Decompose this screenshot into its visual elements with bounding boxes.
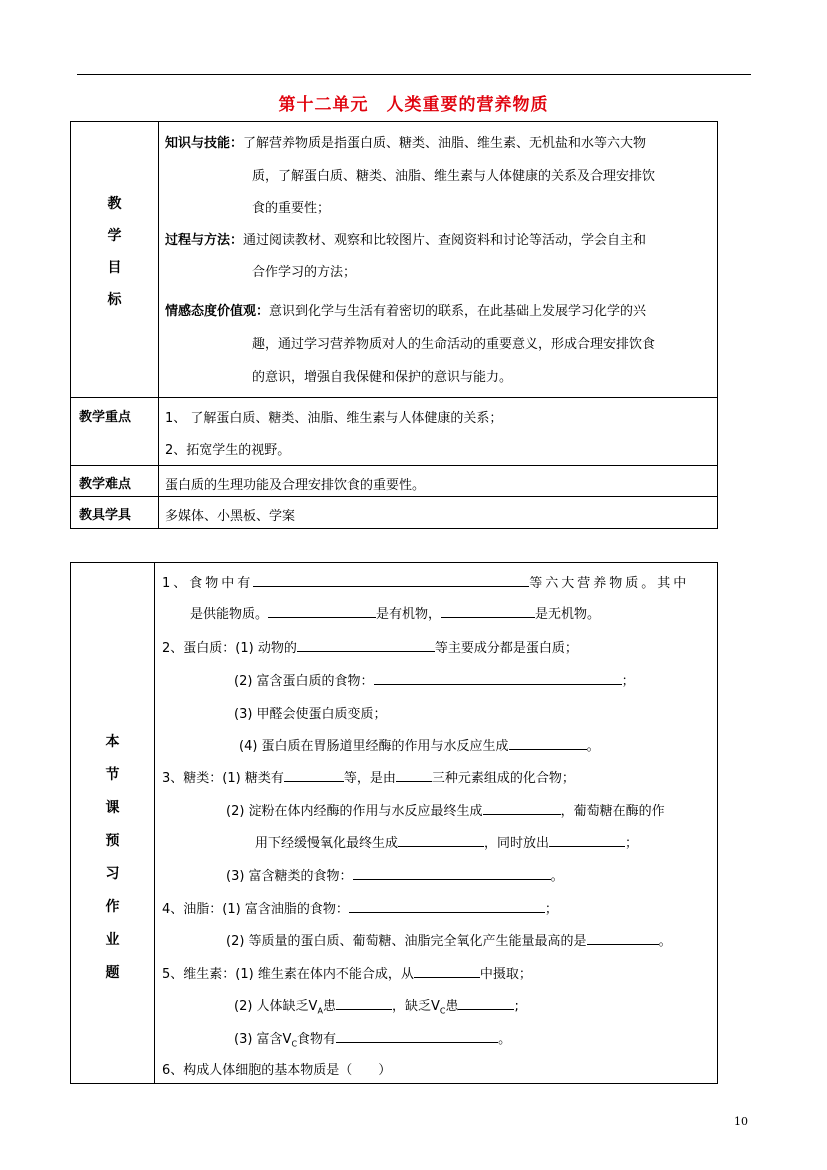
- q5-line-2: (2) 人体缺乏$V_A$患 ，缺乏$V_C$患 ;: [234, 995, 519, 1016]
- page-number: 10: [734, 1115, 748, 1128]
- objectives-table: [70, 121, 718, 529]
- tools-row: [71, 496, 717, 528]
- emotion-line-3: 的意识，增强自我保健和保护的意识与能力。: [252, 370, 513, 385]
- q4-line-1: 4、油脂：(1) 富含油脂的食物： ；: [162, 898, 558, 917]
- page-title: 第十二单元 人类重要的营养物质: [278, 95, 549, 115]
- key-points-row: [71, 397, 717, 465]
- key-points-label: 教学重点: [79, 410, 132, 425]
- tools-label: 教具学具: [79, 508, 132, 523]
- q3-line-3: 用下经缓慢氧化最终生成 ，同时放出 ；: [255, 832, 638, 851]
- tools-text: 多媒体、小黑板、学案: [165, 509, 296, 524]
- knowledge-line-2: 质，了解蛋白质、糖类、油脂、维生素与人体健康的关系及合理安排饮: [252, 169, 656, 184]
- q3-line-4: (3) 富含糖类的食物： 。: [226, 865, 564, 884]
- emotion-line-1: 情感态度价值观：意识到化学与生活有着密切的联系，在此基础上发展学习化学的兴: [165, 304, 647, 319]
- q3-line-2: (2) 淀粉在体内经酶的作用与水反应最终生成 ，葡萄糖在酶的作: [226, 800, 665, 819]
- q3-line-1: 3、糖类：(1) 糖类有 等，是由 三种元素组成的化合物；: [162, 767, 575, 786]
- key-point-2: 2、拓宽学生的视野。: [165, 443, 291, 458]
- q4-line-2: (2) 等质量的蛋白质、葡萄糖、油脂完全氧化产生能量最高的是 。: [226, 930, 672, 949]
- q5-line-1: 5、维生素：(1) 维生素在体内不能合成，从 中摄取；: [162, 963, 532, 982]
- objectives-label: 教 学 目 标: [107, 196, 122, 308]
- q2-line-1: 2、蛋白质：(1) 动物的 等主要成分都是蛋白质；: [162, 637, 578, 656]
- q5-line-3: (3) 富含$V_C$食物有 。: [234, 1028, 511, 1049]
- q2-line-4: (4) 蛋白质在胃肠道里经酶的作用与水反应生成 。: [239, 735, 600, 754]
- header-rule: [77, 74, 751, 75]
- difficulty-row: [71, 465, 717, 496]
- difficulty-text: 蛋白质的生理功能及合理安排饮食的重要性。: [165, 478, 426, 493]
- preview-homework-table: [70, 562, 718, 1084]
- difficulty-label: 教学难点: [79, 477, 132, 492]
- key-point-1: 1、 了解蛋白质、糖类、油脂、维生素与人体健康的关系；: [165, 411, 503, 426]
- emotion-line-2: 趣，通过学习营养物质对人的生命活动的重要意义，形成合理安排饮食: [252, 337, 656, 352]
- knowledge-line-1: 知识与技能：了解营养物质是指蛋白质、糖类、油脂、维生素、无机盐和水等六大物: [165, 136, 647, 151]
- process-line-1: 过程与方法：通过阅读教材、观察和比较图片、查阅资料和讨论等活动，学会自主和: [165, 233, 647, 248]
- process-line-2: 合作学习的方法；: [252, 265, 357, 280]
- knowledge-line-3: 食的重要性；: [252, 201, 331, 216]
- q1-line-2: 是供能物质。 是有机物， 是无机物。: [190, 603, 600, 622]
- q1-line-1: 1、食物中有 等六大营养物质。其中: [162, 572, 689, 591]
- table2-divider: [154, 563, 155, 1083]
- homework-label: 本 节 课 预 习 作 业 题: [105, 734, 120, 981]
- q6-line: 6、构成人体细胞的基本物质是（ ）: [162, 1063, 392, 1078]
- q2-line-2: (2) 富含蛋白质的食物： ；: [234, 670, 635, 689]
- q2-line-3: (3) 甲醛会使蛋白质变质；: [234, 707, 387, 722]
